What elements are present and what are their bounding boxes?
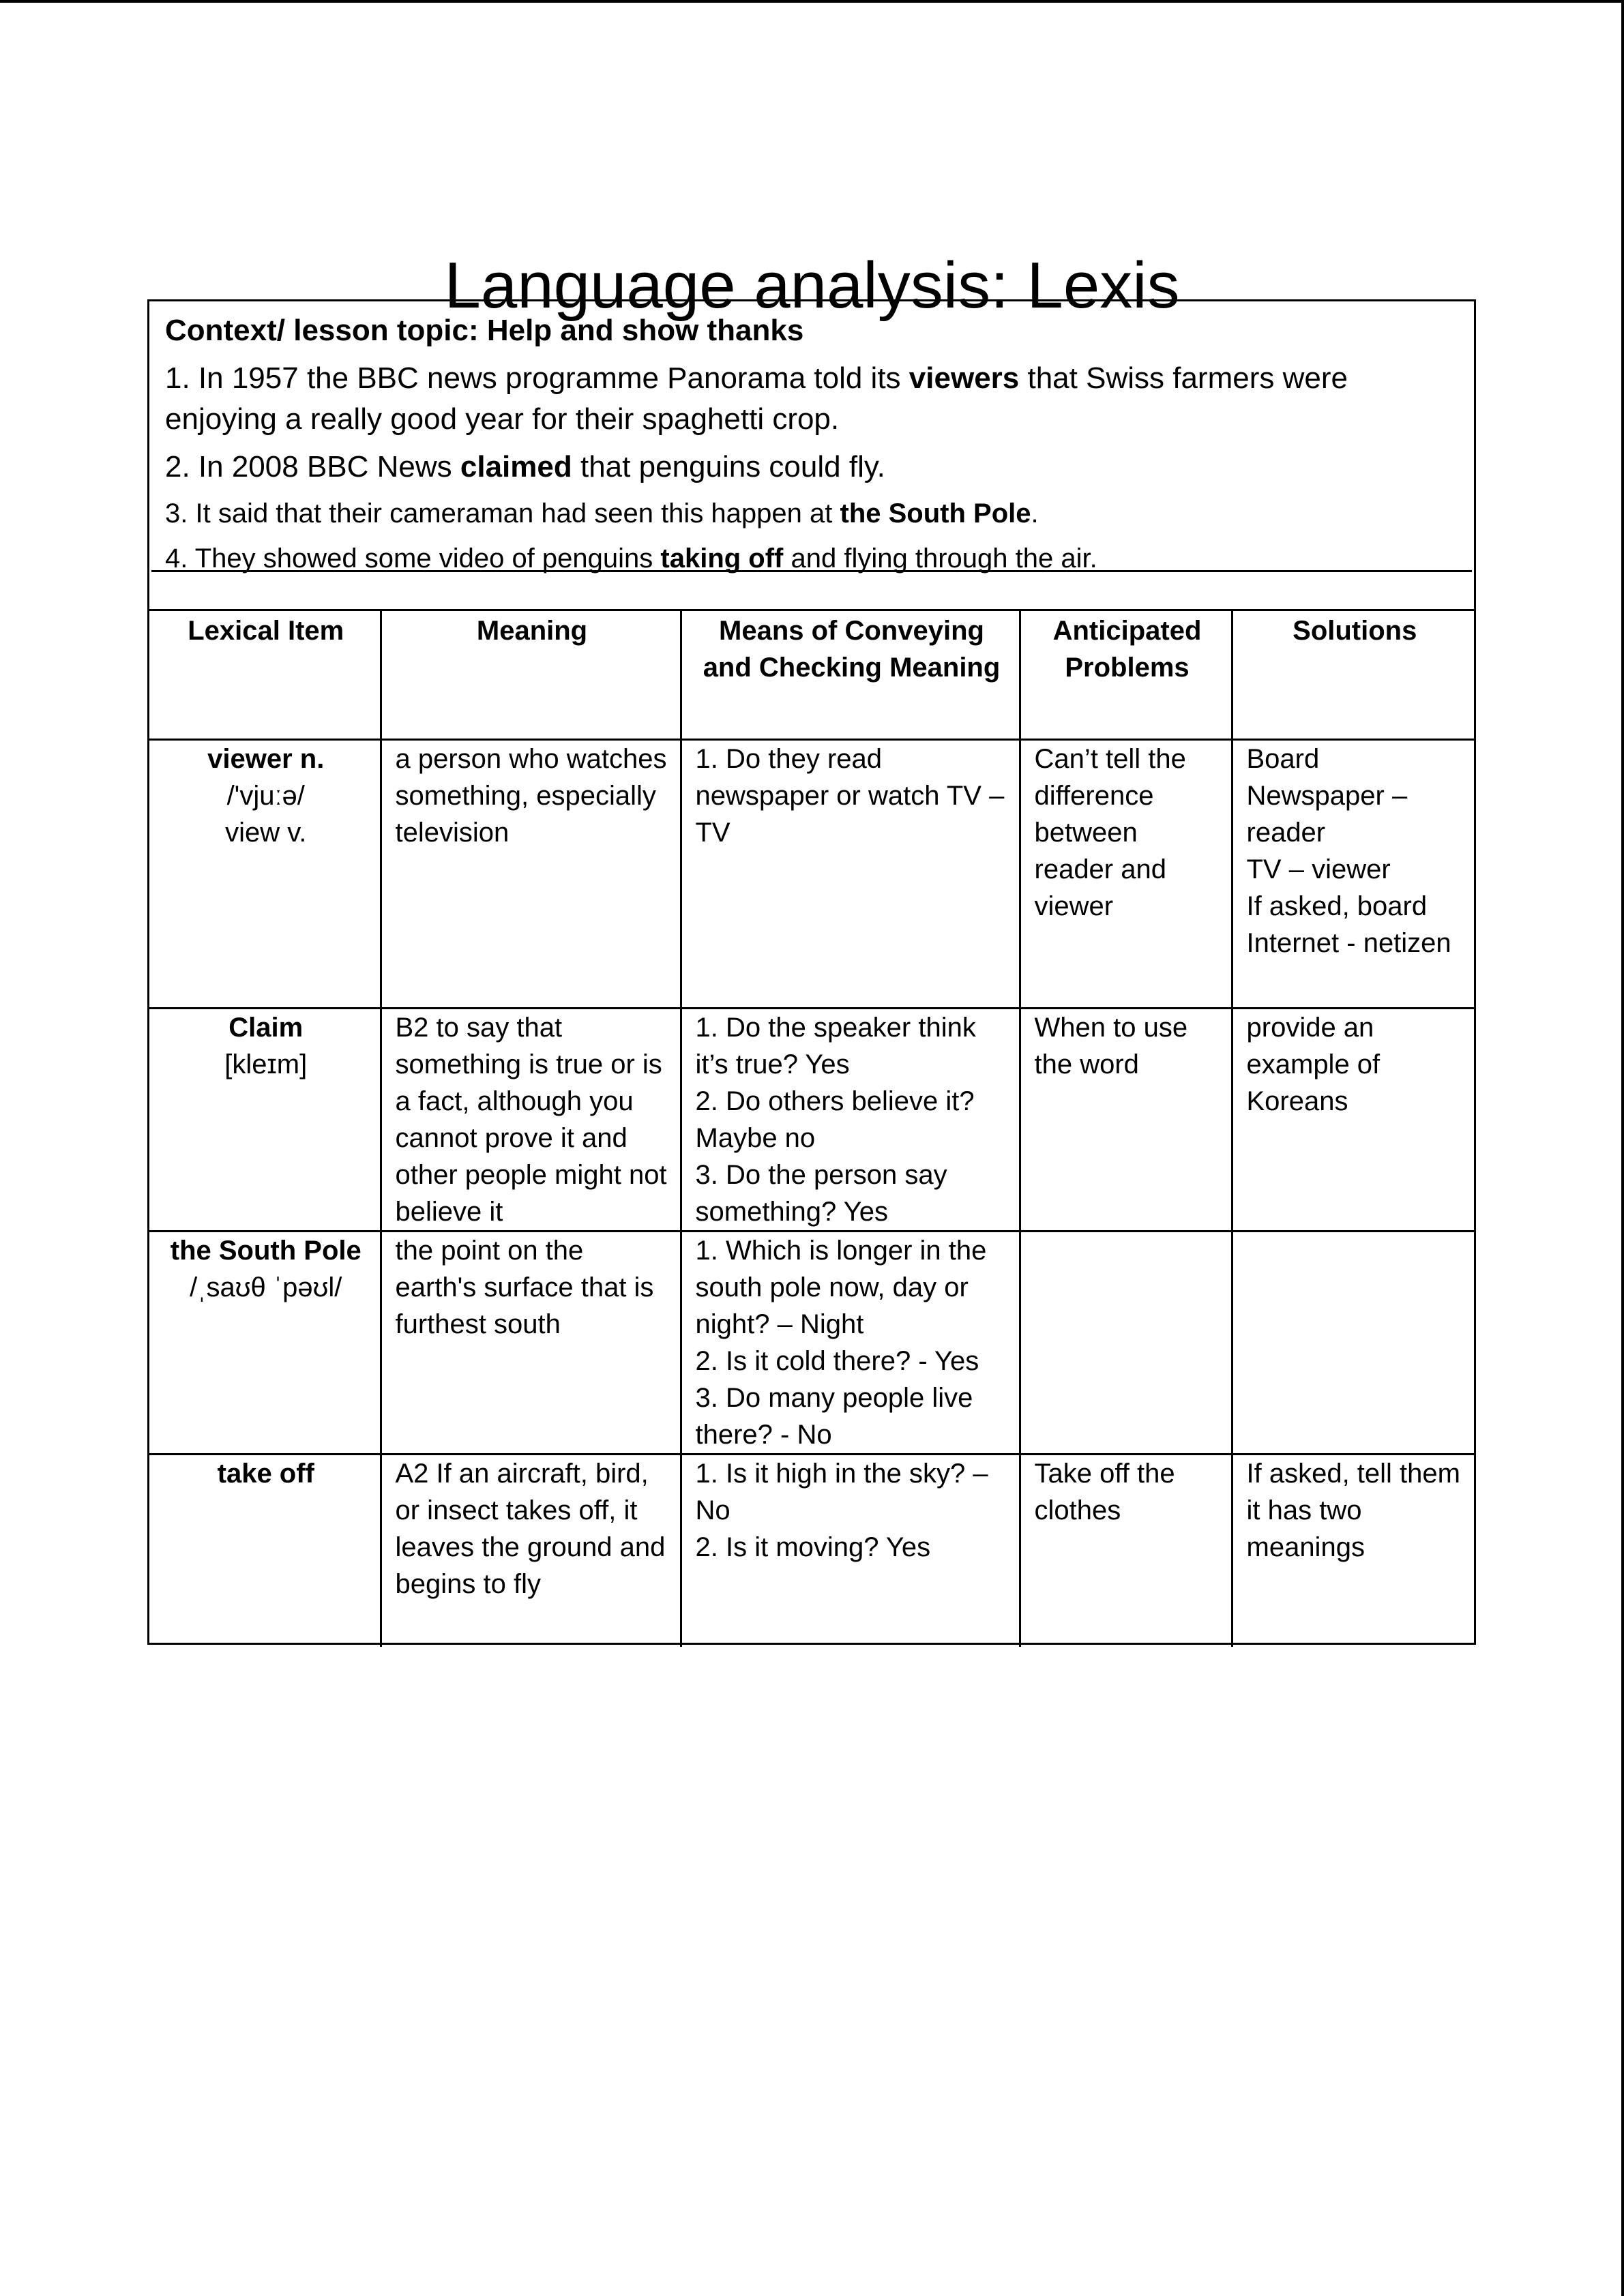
page-right-edge [1621, 0, 1624, 2296]
problems-cell: When to use the word [1020, 1008, 1232, 1231]
solutions-cell [1232, 1454, 1474, 1647]
column-header: Solutions [1232, 611, 1474, 739]
solution-line: TV – viewer [1246, 854, 1391, 884]
solutions-cell [1232, 1231, 1474, 1454]
concept-check-question: 1. Do the speaker think it’s true? Yes [695, 1012, 976, 1079]
lexical-item: the South Pole [170, 1235, 361, 1266]
sentence-text: 4. They showed some video of penguins [165, 543, 661, 573]
page-top-edge [0, 0, 1624, 3]
concept-check-question: 1. Which is longer in the south pole now, day or night? – Night [695, 1235, 987, 1339]
table-row [149, 1231, 1474, 1454]
sentence-text: that penguins could fly. [572, 450, 885, 483]
problems-cell: Take off the clothes [1020, 1454, 1232, 1647]
table-row [149, 1008, 1474, 1231]
sentence-text: that Swiss farmers were enjoying a really good year for their spaghetti crop. [165, 361, 1348, 436]
concept-check-question: 2. Is it moving? Yes [695, 1532, 931, 1562]
table-header-row [149, 611, 1474, 739]
checking-cell [681, 1008, 1020, 1231]
meaning-cell: a person who watches something, especially television [381, 739, 681, 1008]
pronunciation: [kleɪm] [224, 1049, 308, 1079]
sentence-text: 2. In 2008 BBC News [165, 450, 460, 483]
problems-cell: Can’t tell the difference between reader and viewer [1020, 739, 1232, 1008]
checking-cell [681, 1454, 1020, 1647]
concept-check-question: 3. Do many people live there? - No [695, 1382, 973, 1450]
context-heading: Context/ lesson topic: Help and show thanks [165, 314, 804, 347]
target-word: the South Pole [840, 498, 1031, 528]
concept-check-question: 2. Do others believe it? Maybe no [695, 1086, 975, 1153]
related-form: view v. [225, 817, 307, 848]
solution-line: Newspaper – reader [1246, 780, 1408, 848]
meaning-cell: the point on the earth's surface that is furthest south [381, 1231, 681, 1454]
solution-line: If asked, tell them it has two meanings [1246, 1458, 1460, 1562]
solution-line: If asked, board [1246, 891, 1428, 921]
sentence-text: 1. In 1957 the BBC news programme Panorama told its [165, 361, 909, 395]
table-row [149, 739, 1474, 1008]
context-sentence [165, 358, 1460, 440]
lexical-item-cell [149, 1008, 381, 1231]
pronunciation: /ˌsaʊθ ˈpəʊl/ [190, 1272, 342, 1302]
checking-cell [681, 1231, 1020, 1454]
lexis-table [149, 611, 1474, 1647]
target-word: taking off [660, 543, 784, 573]
solution-line: provide an example of Koreans [1246, 1012, 1381, 1116]
pronunciation: /'vjuːə/ [226, 780, 305, 811]
meaning-cell: B2 to say that something is true or is a fact, although you cannot prove it and other people might not believe it [381, 1008, 681, 1231]
concept-check-question: 1. Is it high in the sky? – No [695, 1458, 988, 1525]
column-header: Means of Conveying and Checking Meaning [681, 611, 1020, 739]
concept-check-question: 1. Do they read newspaper or watch TV – TV [695, 743, 1005, 848]
sentence-text: . [1031, 498, 1039, 528]
context-sentence [165, 493, 1460, 534]
context-sentence [165, 447, 1460, 488]
meaning-cell: A2 If an aircraft, bird, or insect takes off, it leaves the ground and begins to fly [381, 1454, 681, 1647]
context-box [151, 303, 1472, 572]
empty-row [149, 572, 1474, 611]
concept-check-question: 3. Do the person say something? Yes [695, 1159, 947, 1227]
column-header: Meaning [381, 611, 681, 739]
solutions-cell [1232, 739, 1474, 1008]
column-header: Lexical Item [149, 611, 381, 739]
solution-line: Board [1246, 743, 1320, 774]
solution-line: Internet - netizen [1246, 927, 1451, 958]
lexical-item: viewer n. [207, 743, 325, 774]
lexical-item: Claim [228, 1012, 304, 1043]
column-header: Anticipated Problems [1020, 611, 1232, 739]
sentence-text: and flying through the air. [783, 543, 1097, 573]
page-title: Language analysis: Lexis [444, 249, 1180, 323]
target-word: claimed [460, 450, 572, 483]
table-row [149, 1454, 1474, 1647]
sentence-text: 3. It said that their cameraman had seen this happen at [165, 498, 840, 528]
lexical-item: take off [217, 1458, 314, 1489]
concept-check-question: 2. Is it cold there? - Yes [695, 1345, 979, 1376]
lesson-frame [147, 299, 1476, 1645]
lexical-item-cell [149, 1454, 381, 1647]
lexical-item-cell [149, 1231, 381, 1454]
checking-cell [681, 739, 1020, 1008]
problems-cell [1020, 1231, 1232, 1454]
solutions-cell [1232, 1008, 1474, 1231]
target-word: viewers [909, 361, 1020, 395]
lexical-item-cell [149, 739, 381, 1008]
